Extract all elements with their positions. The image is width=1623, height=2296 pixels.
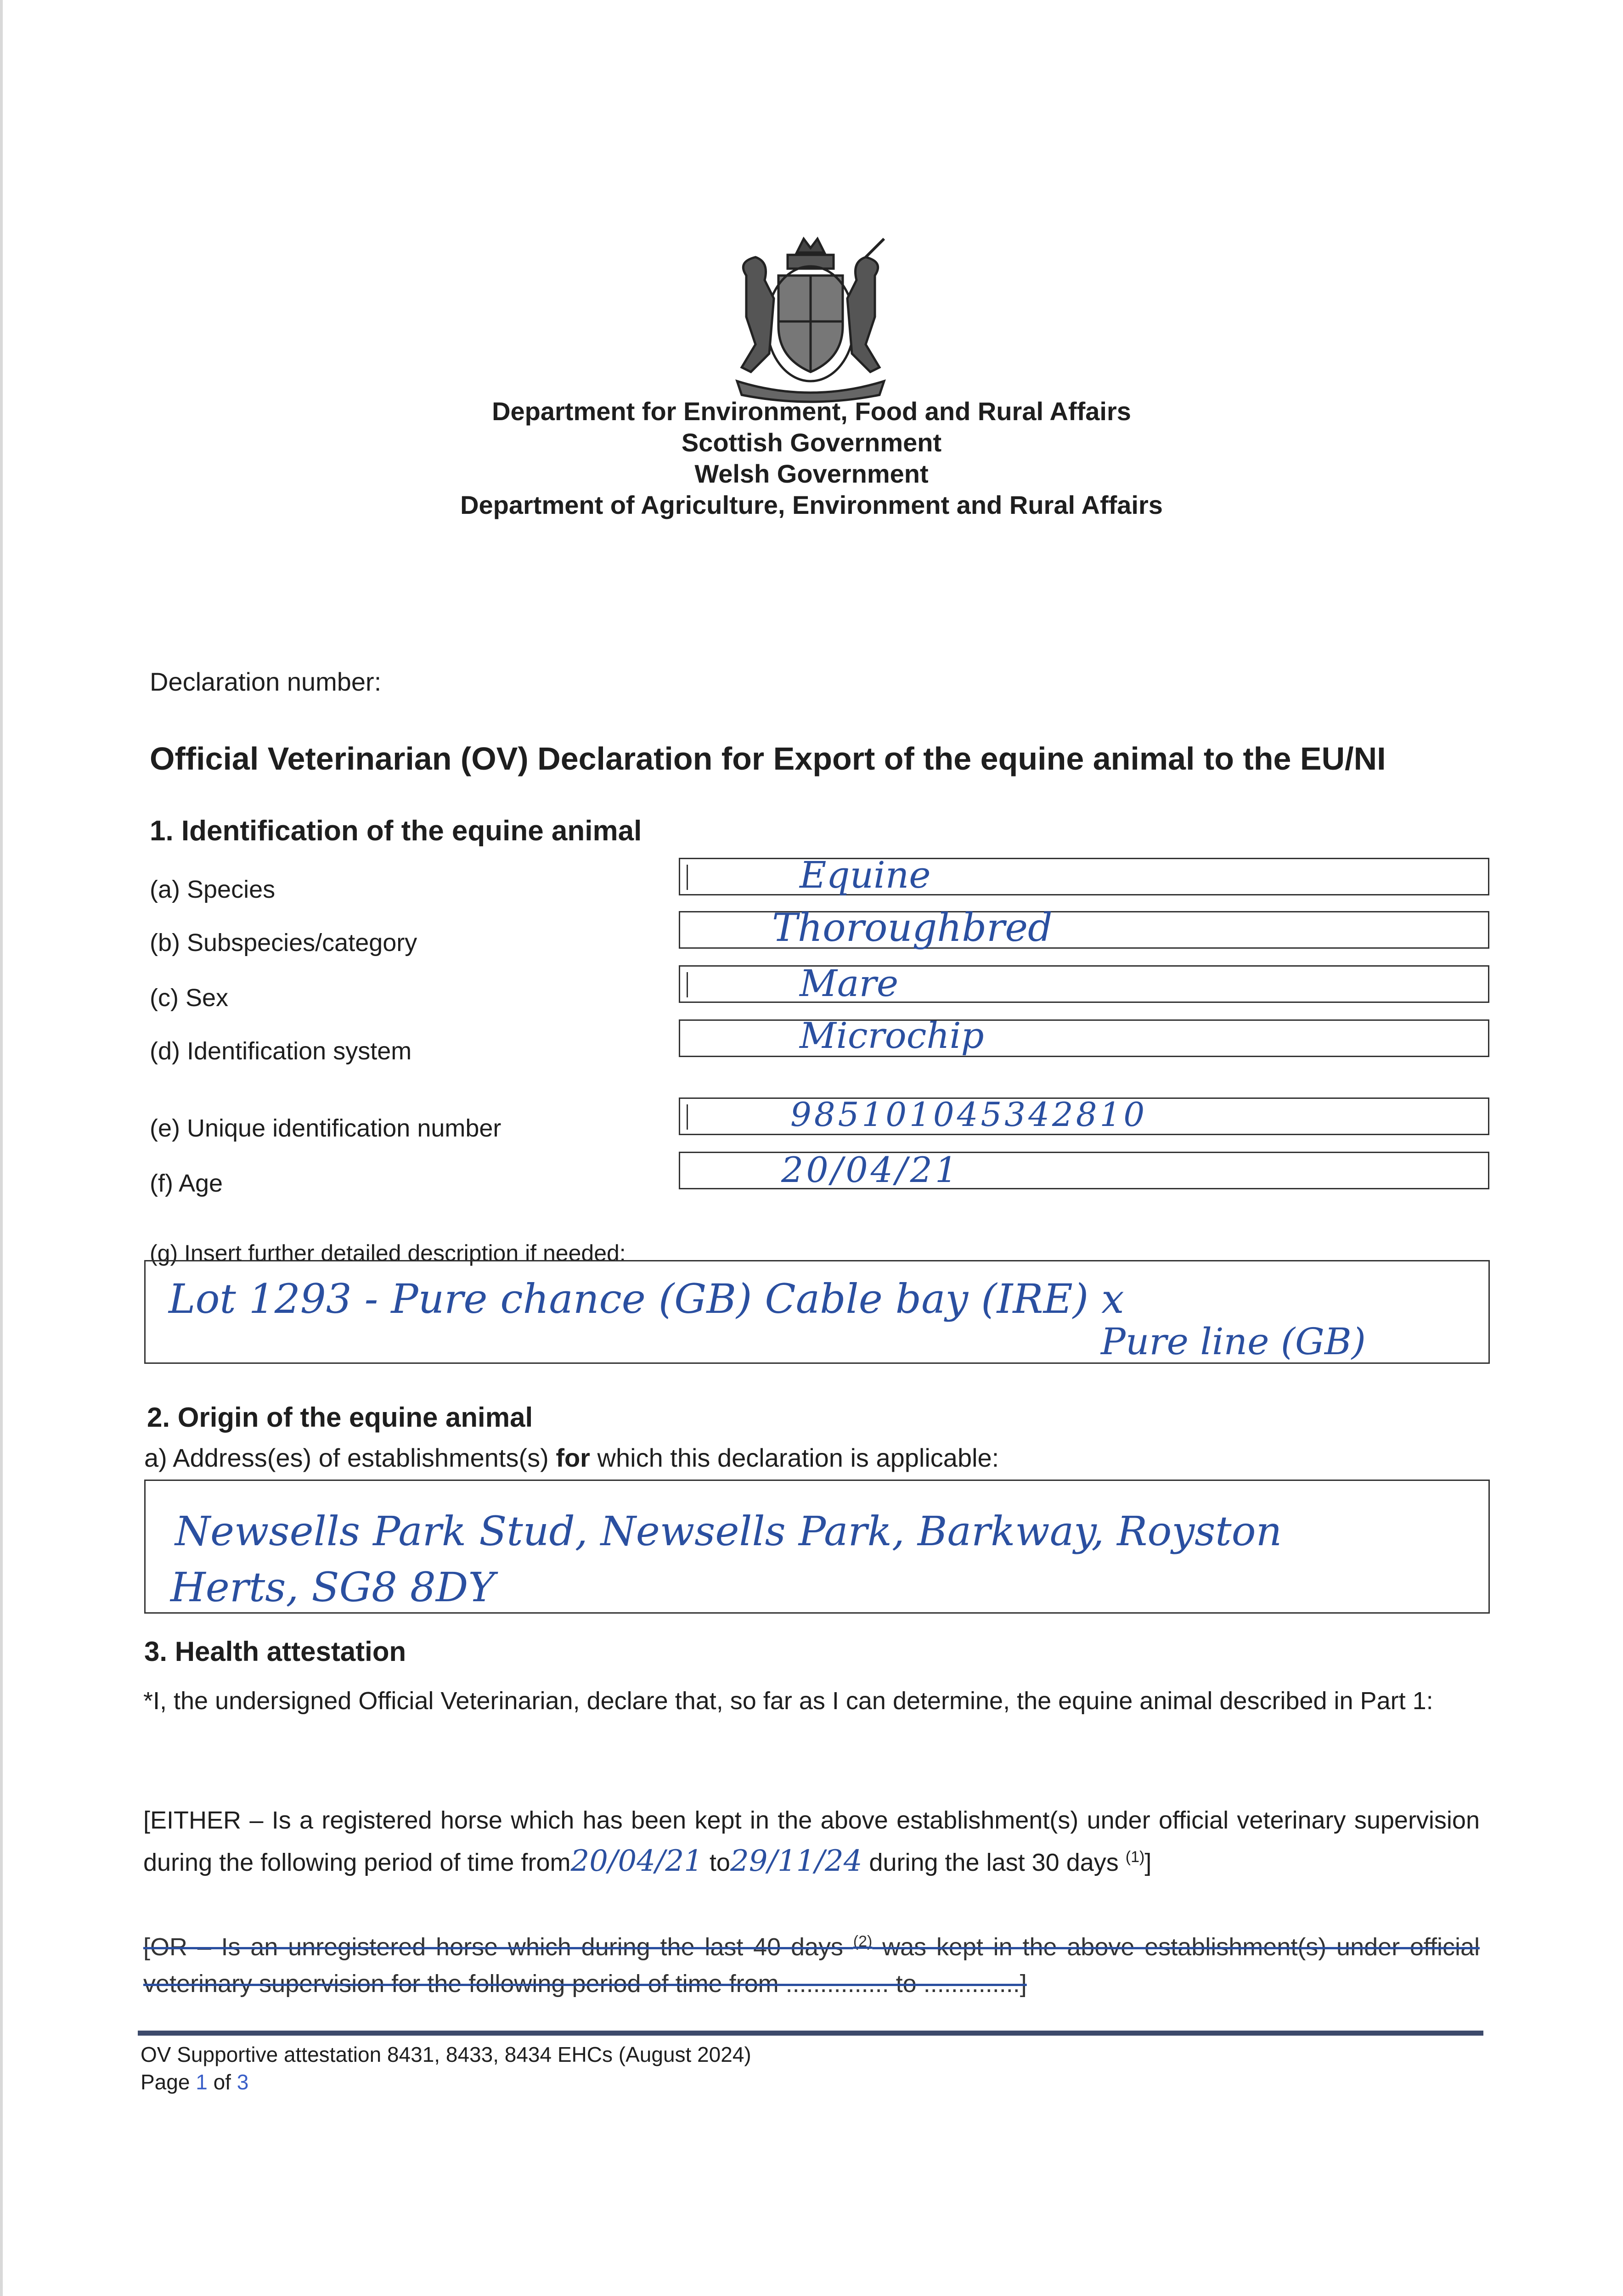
address-label-bold: for [556,1443,590,1472]
either-close: ] [1144,1849,1152,1876]
species-field[interactable] [679,854,1489,896]
department-defra: Department for Environment, Food and Rural Affairs [492,397,1131,426]
identification-system-field[interactable] [679,1015,1489,1057]
address-line-2: Herts, SG8 8DY [170,1564,495,1611]
document-title: Official Veterinarian (OV) Declaration for Export of the equine animal to the EU/NI [150,741,1386,777]
footer-reference: OV Supportive attestation 8431, 8433, 8434 EHCs (August 2024) [141,2043,751,2066]
age-value: 20/04/21 [781,1149,960,1190]
age-label: (f) Age [150,1170,223,1197]
footnote-1: (1) [1125,1848,1145,1866]
page-current: 1 [196,2070,208,2094]
footer-divider [138,2031,1483,2036]
section2-heading: 2. Origin of the equine animal [147,1402,533,1433]
description-line-2: Pure line (GB) [1101,1320,1366,1363]
either-end: during the last 30 days [862,1849,1126,1876]
declaration-number-label: Declaration number: [150,667,382,696]
section3-heading: 3. Health attestation [144,1636,406,1667]
field-tick [687,865,688,890]
unique-id-label: (e) Unique identification number [150,1114,502,1142]
footnote-2: (2) [853,1933,873,1950]
either-text: [EITHER – Is a registered horse which has been kept in the above establishment(s) under official veterinary supervision during the following period of time from [143,1806,1480,1876]
species-value: Equine [800,854,931,896]
sex-label: (c) Sex [150,984,229,1012]
page-of: of [207,2070,237,2094]
attestation-intro: *I, the undersigned Official Veterinarian, declare that, so far as I can determine, the equine animal described in Part 1: [143,1687,1433,1715]
or-clause-struck [143,1923,1480,2002]
address-line-1: Newsells Park Stud, Newsells Park, Barkway, Royston [175,1508,1282,1555]
address-label-pre: a) Address(es) of establishments(s) [144,1443,556,1472]
either-from-date[interactable]: 20/04/21 [570,1844,703,1878]
identification-system-label: (d) Identification system [150,1037,412,1065]
subspecies-value: Thoroughbred [772,905,1053,950]
unique-id-field[interactable] [679,1097,1489,1135]
address-box[interactable] [144,1480,1490,1614]
or-text-1: [OR – Is an unregistered horse which during the last 40 days [143,1933,853,1961]
page-number [141,2068,248,2096]
description-box[interactable] [144,1260,1490,1364]
field-tick [687,1104,688,1130]
or-text-2: was kept in the above establishment(s) under official veterinary supervision for the following period of time from ............... to ..............] [143,1933,1480,1998]
department-daera: Department of Agriculture, Environment and Rural Affairs [460,490,1163,519]
field-tick [687,972,688,997]
department-scottish-government: Scottish Government [681,428,942,457]
page-label: Page [141,2070,196,2094]
subspecies-field[interactable] [679,905,1489,950]
species-label: (a) Species [150,876,276,903]
royal-coat-of-arms-logo [719,234,902,404]
sex-field[interactable] [679,962,1489,1005]
either-clause [143,1802,1480,1881]
page-edge [0,0,3,2296]
address-label [144,1443,999,1473]
description-label: (g) Insert further detailed description if needed: [150,1240,626,1266]
sex-value: Mare [800,962,899,1005]
address-label-post: which this declaration is applicable: [590,1443,999,1472]
department-welsh-government: Welsh Government [694,459,929,488]
page-total: 3 [237,2070,249,2094]
section1-heading: 1. Identification of the equine animal [150,815,642,847]
either-to-label: to [702,1849,730,1876]
identification-system-value: Microchip [800,1015,984,1057]
either-to-date[interactable]: 29/11/24 [730,1844,862,1878]
age-field[interactable] [679,1149,1489,1190]
subspecies-label: (b) Subspecies/category [150,929,417,957]
unique-id-value: 985101045342810 [790,1095,1148,1134]
description-line-1: Lot 1293 - Pure chance (GB) Cable bay (IRE) x [169,1275,1124,1322]
